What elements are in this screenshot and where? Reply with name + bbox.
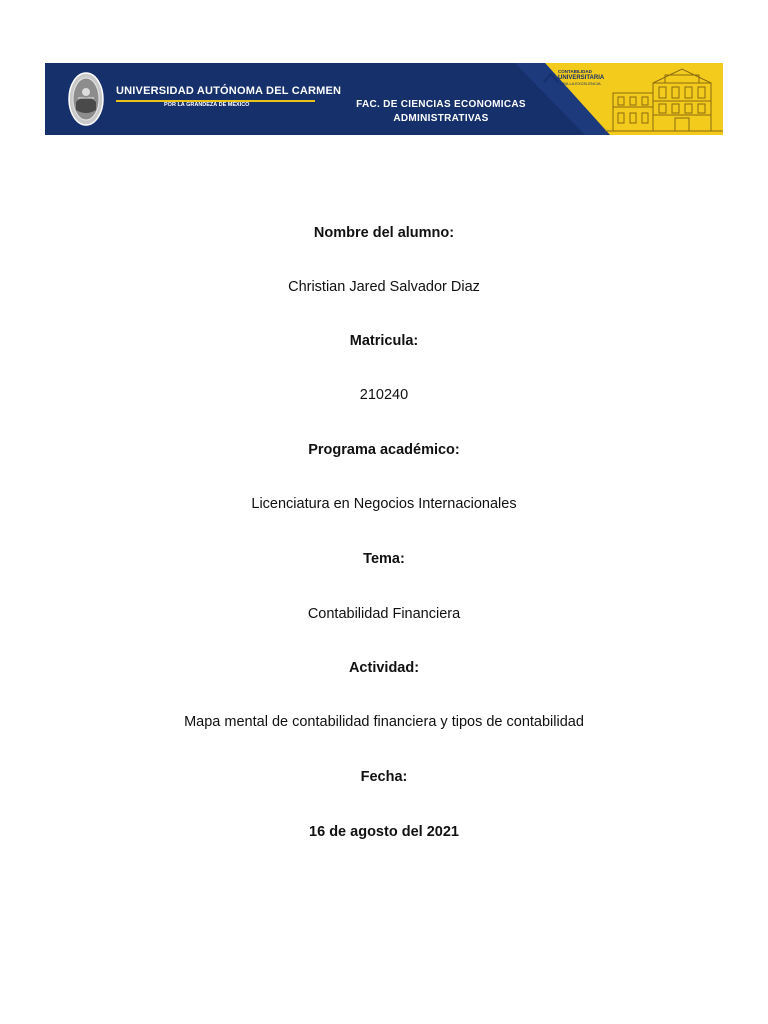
- actividad-value: Mapa mental de contabilidad financiera y tipos de contabilidad: [184, 714, 584, 730]
- faculty-name: [341, 98, 541, 126]
- fecha-label: Fecha:: [360, 769, 408, 785]
- tema-value: Contabilidad Financiera: [307, 606, 461, 622]
- badge-text: [558, 69, 604, 87]
- header-banner: [45, 63, 723, 135]
- student-name-value: Christian Jared Salvador Diaz: [288, 279, 480, 295]
- faculty-line-1: FAC. DE CIENCIAS ECONOMICAS: [356, 99, 526, 110]
- badge-line-1: CONTABILIDAD: [558, 69, 592, 74]
- building-illustration-icon: [605, 63, 723, 135]
- badge-line-2: UNIVERSITARIA: [558, 75, 605, 81]
- matricula-value: 210240: [359, 387, 409, 403]
- university-seal-icon: [68, 72, 104, 126]
- tema-label: Tema:: [363, 551, 405, 567]
- faculty-line-2: ADMINISTRATIVAS: [393, 113, 489, 124]
- programa-label: Programa académico:: [308, 442, 460, 458]
- programa-value: Licenciatura en Negocios Internacionales: [251, 496, 517, 512]
- actividad-label: Actividad:: [348, 660, 420, 676]
- badge-line-3: PARA LA EXCELENCIA: [558, 81, 601, 86]
- university-name: UNIVERSIDAD AUTÓNOMA DEL CARMEN: [116, 85, 342, 97]
- fecha-value: 16 de agosto del 2021: [309, 824, 459, 840]
- university-motto: POR LA GRANDEZA DE MÉXICO: [164, 102, 250, 108]
- student-name-label: Nombre del alumno:: [313, 225, 455, 241]
- matricula-label: Matricula:: [349, 333, 419, 349]
